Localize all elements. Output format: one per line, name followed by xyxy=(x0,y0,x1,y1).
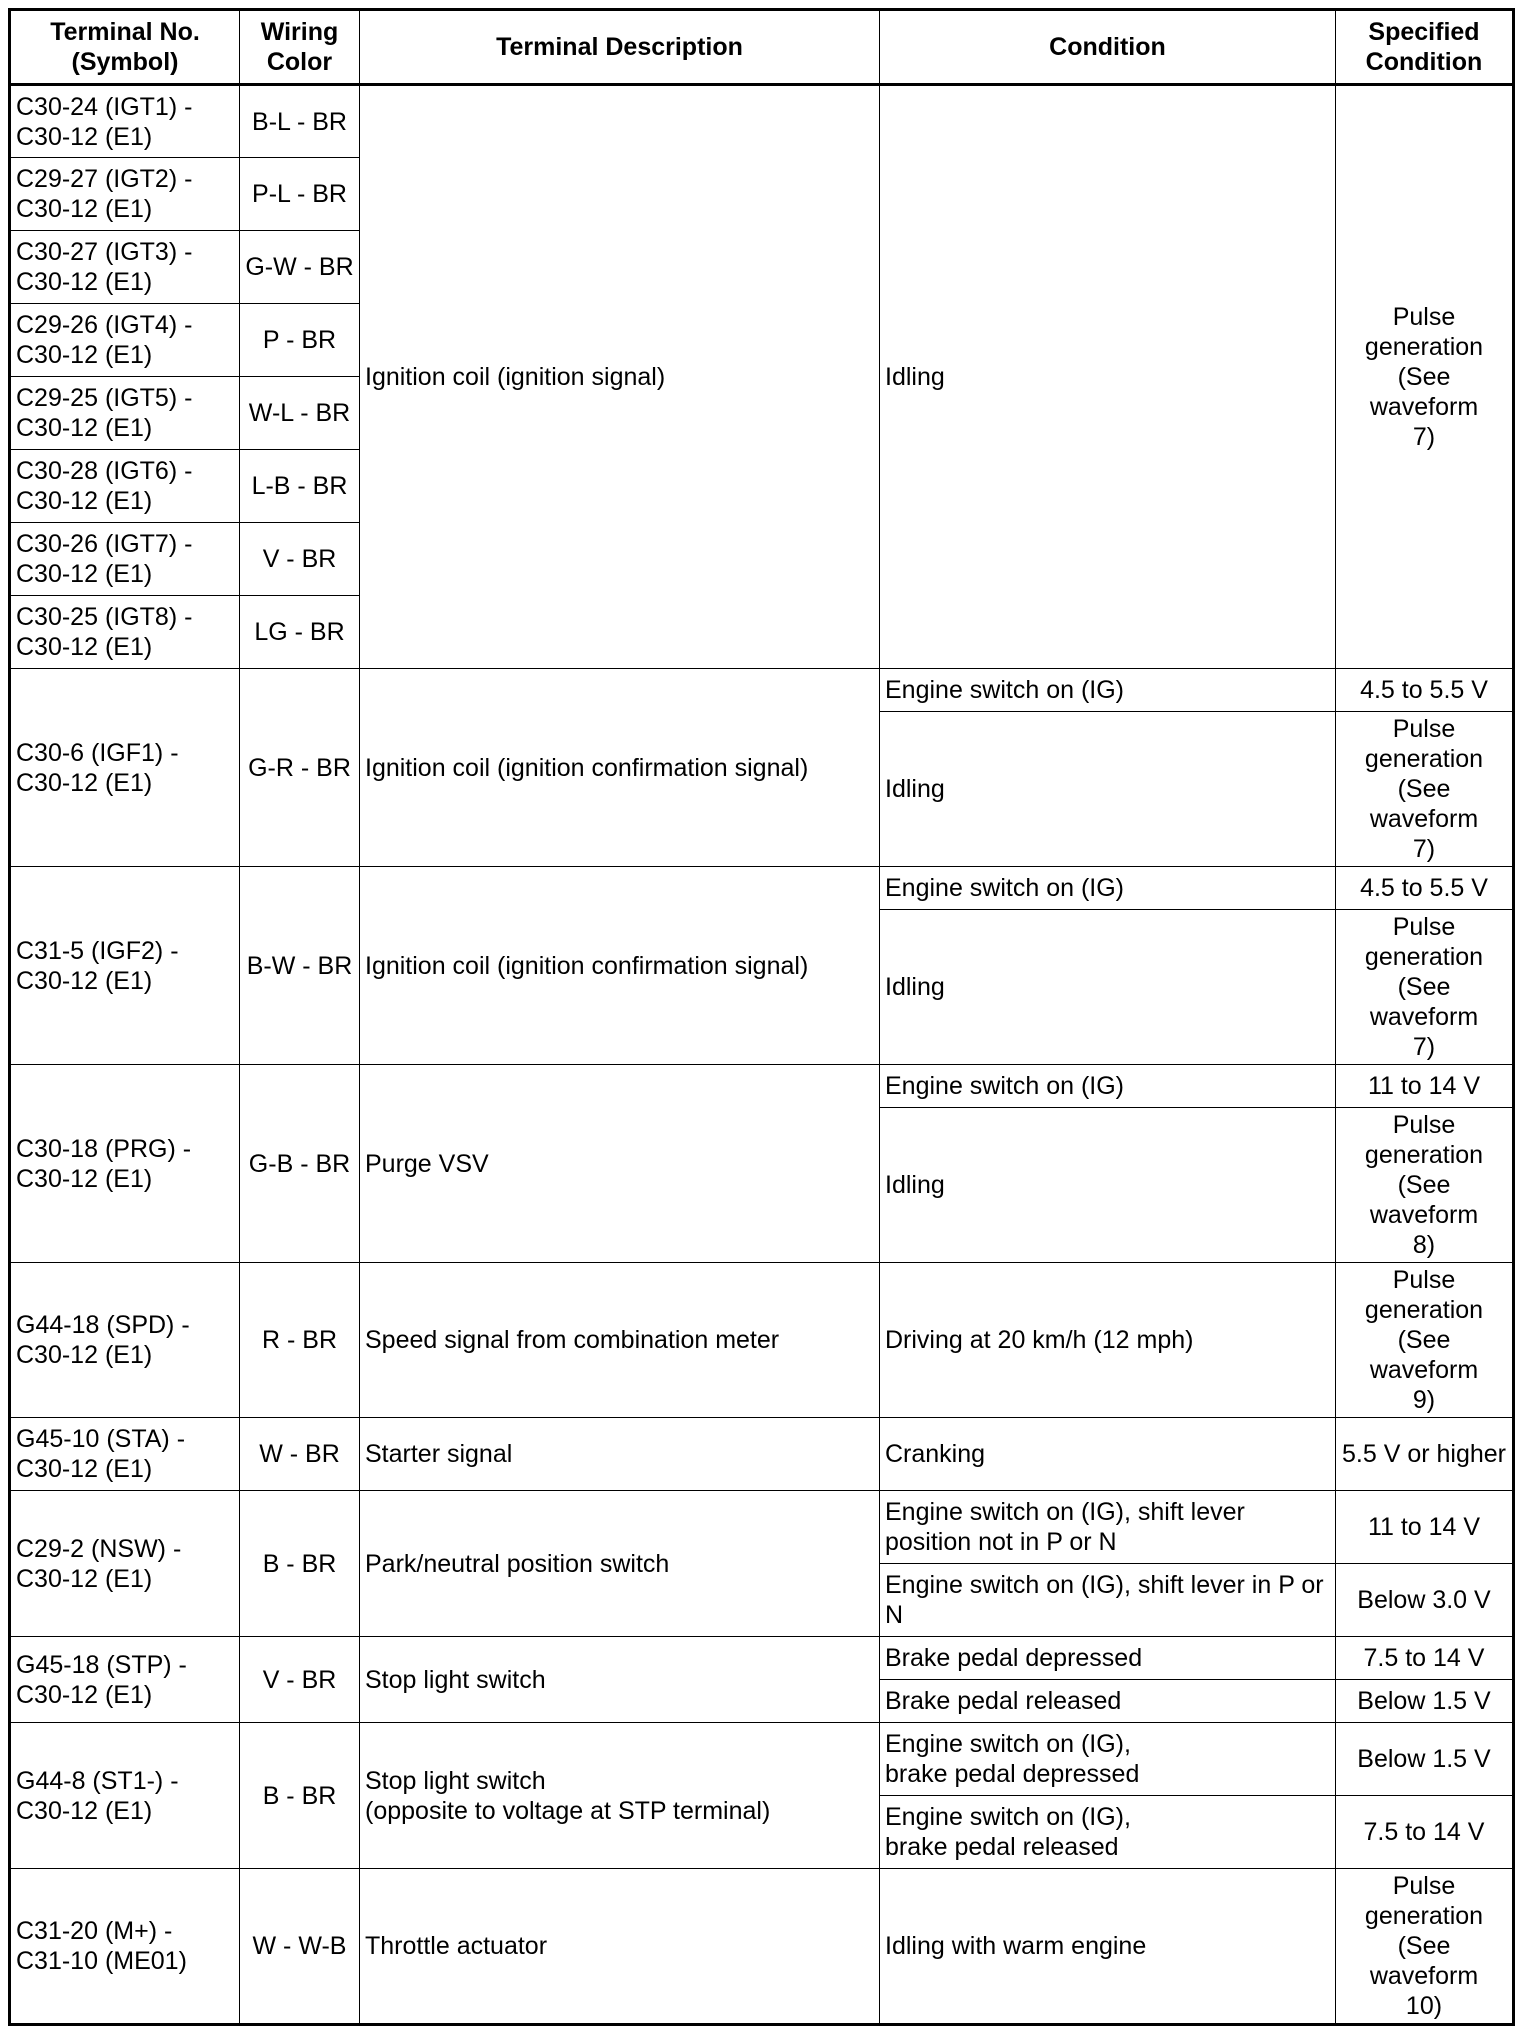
description-cell: Park/neutral position switch xyxy=(360,1491,880,1637)
wiring-cell: P - BR xyxy=(240,304,360,377)
description-cell: Stop light switch xyxy=(360,1637,880,1723)
table-row-spd xyxy=(10,1263,1514,1418)
header-wiring-color: Wiring Color xyxy=(240,10,360,85)
description-cell: Ignition coil (ignition signal) xyxy=(360,85,880,669)
header-condition: Condition xyxy=(880,10,1336,85)
table-row-igf1 xyxy=(10,669,1514,712)
wiring-cell: V - BR xyxy=(240,1637,360,1723)
wiring-cell: B-L - BR xyxy=(240,85,360,158)
terminal-cell: C29-27 (IGT2) - C30-12 (E1) xyxy=(10,158,240,231)
wiring-cell: B - BR xyxy=(240,1491,360,1637)
specified-cell: Below 1.5 V xyxy=(1336,1723,1514,1796)
condition-cell: Driving at 20 km/h (12 mph) xyxy=(880,1263,1336,1418)
wiring-cell: P-L - BR xyxy=(240,158,360,231)
wiring-cell: W - BR xyxy=(240,1418,360,1491)
specified-cell: Pulse generation (See waveform 7) xyxy=(1336,910,1514,1065)
condition-cell: Engine switch on (IG), shift lever in P or N xyxy=(880,1564,1336,1637)
table-row-mplus xyxy=(10,1869,1514,2025)
terminal-cell: C30-26 (IGT7) - C30-12 (E1) xyxy=(10,523,240,596)
terminal-cell: C29-26 (IGT4) - C30-12 (E1) xyxy=(10,304,240,377)
terminal-cell: G44-8 (ST1-) - C30-12 (E1) xyxy=(10,1723,240,1869)
description-cell: Purge VSV xyxy=(360,1065,880,1263)
specified-cell: 4.5 to 5.5 V xyxy=(1336,867,1514,910)
specified-cell: Below 3.0 V xyxy=(1336,1564,1514,1637)
terminal-cell: C30-27 (IGT3) - C30-12 (E1) xyxy=(10,231,240,304)
specified-cell: Below 1.5 V xyxy=(1336,1680,1514,1723)
terminal-cell: G44-18 (SPD) - C30-12 (E1) xyxy=(10,1263,240,1418)
description-cell: Ignition coil (ignition confirmation signal) xyxy=(360,669,880,867)
header-terminal: Terminal No. (Symbol) xyxy=(10,10,240,85)
description-cell: Stop light switch (opposite to voltage at STP terminal) xyxy=(360,1723,880,1869)
condition-cell: Brake pedal depressed xyxy=(880,1637,1336,1680)
wiring-cell: V - BR xyxy=(240,523,360,596)
specified-cell: Pulse generation (See waveform 10) xyxy=(1336,1869,1514,2025)
terminal-cell: C31-5 (IGF2) - C30-12 (E1) xyxy=(10,867,240,1065)
wiring-cell: G-R - BR xyxy=(240,669,360,867)
terminal-cell: C30-28 (IGT6) - C30-12 (E1) xyxy=(10,450,240,523)
terminal-cell: C30-24 (IGT1) - C30-12 (E1) xyxy=(10,85,240,158)
terminal-cell: C29-2 (NSW) - C30-12 (E1) xyxy=(10,1491,240,1637)
terminal-cell: C29-25 (IGT5) - C30-12 (E1) xyxy=(10,377,240,450)
condition-cell: Cranking xyxy=(880,1418,1336,1491)
specified-cell: 7.5 to 14 V xyxy=(1336,1637,1514,1680)
terminal-cell: C30-25 (IGT8) - C30-12 (E1) xyxy=(10,596,240,669)
table-row-prg xyxy=(10,1065,1514,1108)
wiring-cell: R - BR xyxy=(240,1263,360,1418)
wiring-cell: LG - BR xyxy=(240,596,360,669)
specified-cell: Pulse generation (See waveform 7) xyxy=(1336,85,1514,669)
specified-cell: Pulse generation (See waveform 7) xyxy=(1336,712,1514,867)
wiring-cell: L-B - BR xyxy=(240,450,360,523)
table-row-st1 xyxy=(10,1723,1514,1796)
condition-cell: Idling xyxy=(880,712,1336,867)
description-cell: Speed signal from combination meter xyxy=(360,1263,880,1418)
specified-cell: 4.5 to 5.5 V xyxy=(1336,669,1514,712)
terminal-cell: C30-18 (PRG) - C30-12 (E1) xyxy=(10,1065,240,1263)
terminal-cell: C31-20 (M+) - C31-10 (ME01) xyxy=(10,1869,240,2025)
specified-cell: 11 to 14 V xyxy=(1336,1065,1514,1108)
condition-cell: Idling xyxy=(880,1108,1336,1263)
condition-cell: Engine switch on (IG), brake pedal released xyxy=(880,1796,1336,1869)
terminal-cell: C30-6 (IGF1) - C30-12 (E1) xyxy=(10,669,240,867)
wiring-cell: G-B - BR xyxy=(240,1065,360,1263)
table-row-sta xyxy=(10,1418,1514,1491)
specified-cell: Pulse generation (See waveform 9) xyxy=(1336,1263,1514,1418)
condition-cell: Idling xyxy=(880,910,1336,1065)
wiring-cell: B-W - BR xyxy=(240,867,360,1065)
terminal-spec-table xyxy=(8,8,1515,2026)
table-row-stp xyxy=(10,1637,1514,1680)
table-row-nsw xyxy=(10,1491,1514,1564)
condition-cell: Engine switch on (IG) xyxy=(880,669,1336,712)
specified-cell: 5.5 V or higher xyxy=(1336,1418,1514,1491)
header-row xyxy=(10,10,1514,85)
specified-cell: Pulse generation (See waveform 8) xyxy=(1336,1108,1514,1263)
condition-cell: Idling with warm engine xyxy=(880,1869,1336,2025)
condition-cell: Engine switch on (IG), brake pedal depressed xyxy=(880,1723,1336,1796)
condition-cell: Idling xyxy=(880,85,1336,669)
specified-cell: 7.5 to 14 V xyxy=(1336,1796,1514,1869)
description-cell: Throttle actuator xyxy=(360,1869,880,2025)
header-terminal-description: Terminal Description xyxy=(360,10,880,85)
document-page xyxy=(8,8,1515,2026)
table-row-igt1 xyxy=(10,85,1514,158)
header-specified-condition: Specified Condition xyxy=(1336,10,1514,85)
wiring-cell: B - BR xyxy=(240,1723,360,1869)
wiring-cell: W - W-B xyxy=(240,1869,360,2025)
table-row-igf2 xyxy=(10,867,1514,910)
specified-cell: 11 to 14 V xyxy=(1336,1491,1514,1564)
wiring-cell: W-L - BR xyxy=(240,377,360,450)
condition-cell: Engine switch on (IG) xyxy=(880,867,1336,910)
condition-cell: Brake pedal released xyxy=(880,1680,1336,1723)
condition-cell: Engine switch on (IG) xyxy=(880,1065,1336,1108)
condition-cell: Engine switch on (IG), shift lever position not in P or N xyxy=(880,1491,1336,1564)
terminal-cell: G45-10 (STA) - C30-12 (E1) xyxy=(10,1418,240,1491)
description-cell: Starter signal xyxy=(360,1418,880,1491)
description-cell: Ignition coil (ignition confirmation signal) xyxy=(360,867,880,1065)
terminal-cell: G45-18 (STP) - C30-12 (E1) xyxy=(10,1637,240,1723)
wiring-cell: G-W - BR xyxy=(240,231,360,304)
